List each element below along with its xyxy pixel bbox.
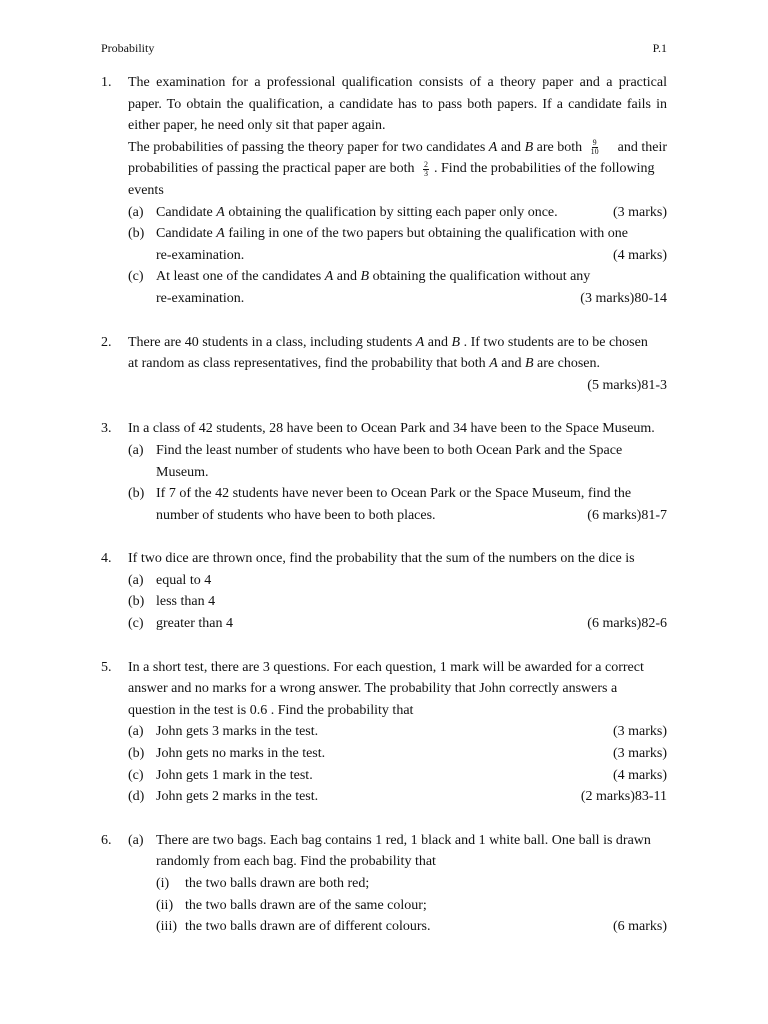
text-span: and: [500, 139, 522, 155]
subpart-label: (ii): [156, 897, 174, 913]
part-c: (c) At least one of the candidates A and B obtaining the qualification without any re-examination. (3 marks)80-14: [128, 266, 667, 309]
question-intro: If two dice are thrown once, find the probability that the sum of the numbers on the dice is: [128, 551, 635, 567]
question-5: [101, 657, 667, 808]
question-6: [101, 830, 667, 938]
text-span: . Find the probabilities of the following: [434, 161, 655, 177]
part-label: (a): [128, 442, 144, 458]
question-2: [101, 332, 667, 397]
question-1: [101, 72, 667, 310]
question-body: [128, 830, 667, 938]
part-label: (c): [128, 269, 144, 285]
part-b: (b) John gets no marks in the test. (3 marks): [128, 743, 667, 765]
part-b: (b) Candidate A failing in one of the two papers but obtaining the qualification with one re-examination. (4 marks): [128, 223, 667, 266]
marks: (3 marks): [612, 204, 667, 220]
part-a: (a) There are two bags. Each bag contains 1 red, 1 black and 1 white ball. One ball is drawn randomly from each bag. Find the probability that (i) the two balls drawn are both red; (ii) the two balls drawn are of the same colour; (iii) the two balls drawn are of different colours. (6 marks): [128, 830, 667, 938]
part-label: (a): [128, 204, 144, 220]
part-label: (b): [128, 486, 145, 502]
variable-b: B: [524, 139, 534, 155]
marks: (6 marks)82-6: [587, 616, 667, 632]
document-page: [101, 38, 667, 960]
question-number: 5.: [101, 659, 112, 675]
question-body: [128, 548, 667, 634]
variable-a: A: [488, 139, 498, 155]
text-span: are both: [536, 139, 583, 155]
marks: (6 marks)81-7: [587, 507, 667, 523]
question-4: [101, 548, 667, 634]
subpart-label: (i): [156, 876, 170, 891]
text-span: and their: [617, 139, 667, 155]
subpart-i: (i) the two balls drawn are both red;: [156, 873, 667, 895]
question-number: 1.: [101, 75, 112, 90]
text-span: The probabilities of passing the theory paper for two candidates: [128, 139, 486, 155]
part-label: (b): [128, 226, 145, 242]
part-a: (a) Candidate A obtaining the qualification by sitting each paper only once. (3 marks): [128, 202, 667, 224]
part-label: (a): [128, 724, 144, 740]
question-number: 6.: [101, 832, 112, 848]
part-label: (b): [128, 746, 145, 762]
question-number: 3.: [101, 421, 112, 437]
marks: (4 marks): [612, 247, 667, 263]
part-a: (a) John gets 3 marks in the test. (3 marks): [128, 721, 667, 743]
question-body: [128, 72, 667, 310]
part-b: (b) If 7 of the 42 students have never been to Ocean Park or the Space Museum, find the number of students who have been to both places. (6 marks)81-7: [128, 483, 667, 526]
part-label: (c): [128, 616, 144, 632]
part-label: (c): [128, 767, 144, 783]
part-label: (d): [128, 789, 145, 805]
fraction-two-thirds: $\frac{2}{3}$: [424, 159, 429, 178]
subpart-iii: (iii) the two balls drawn are of different colours. (6 marks): [156, 916, 667, 938]
header-title: Probability: [101, 41, 155, 55]
part-c: (c) John gets 1 mark in the test. (4 marks): [128, 765, 667, 787]
page-number: P.1: [652, 41, 667, 55]
question-intro: In a short test, there are 3 questions. For each question, 1 mark will be awarded for a correct answer and no marks for a wrong answer. The probability that John correctly answers a question in the test is 0.6 . Find the probability that: [128, 659, 644, 718]
marks: (3 marks)80-14: [580, 290, 667, 306]
question-text-line: [128, 137, 667, 159]
question-number: 2.: [101, 334, 112, 350]
part-d: (d) John gets 2 marks in the test. (2 marks)83-11: [128, 786, 667, 808]
question-intro: The examination for a professional qualification consists of a theory paper and a practical paper. To obtain the qualification, a candidate has to pass both papers. If a candidate fails in either paper, he need only sit that paper again.: [128, 75, 667, 134]
part-b: (b) less than 4: [128, 591, 667, 613]
part-label: (b): [128, 594, 145, 610]
part-a: (a) Find the least number of students who have been to both Ocean Park and the Space Museum.: [128, 440, 667, 483]
question-text-line: [128, 158, 667, 180]
part-label: (a): [128, 832, 144, 848]
subpart-ii: (ii) the two balls drawn are of the same colour;: [156, 895, 667, 917]
part-a: (a) equal to 4: [128, 570, 667, 592]
subpart-label: (iii): [156, 919, 177, 935]
marks: (2 marks)83-11: [580, 789, 667, 805]
fraction-nine-tenths: $\frac{9}{10}$: [590, 138, 599, 157]
marks: (6 marks): [612, 919, 667, 935]
marks: (4 marks): [612, 767, 667, 783]
question-body: [128, 418, 667, 526]
question-number: 4.: [101, 551, 112, 567]
question-body: There are 40 students in a class, including students A and B . If two students are to be chosen at random as class representatives, find the probability that both A and B are chosen. (5 marks)81-3: [128, 332, 667, 397]
part-label: (a): [128, 572, 144, 588]
text-span: probabilities of passing the practical paper are both: [128, 161, 415, 177]
page-header: [101, 38, 667, 58]
part-c: (c) greater than 4 (6 marks)82-6: [128, 613, 667, 635]
question-intro: In a class of 42 students, 28 have been to Ocean Park and 34 have been to the Space Museum.: [128, 421, 655, 437]
question-text-line: events: [128, 182, 164, 198]
marks: (5 marks)81-3: [587, 377, 667, 393]
question-body: [128, 657, 667, 808]
marks: (3 marks): [612, 746, 667, 762]
marks: (3 marks): [612, 724, 667, 740]
question-3: [101, 418, 667, 526]
